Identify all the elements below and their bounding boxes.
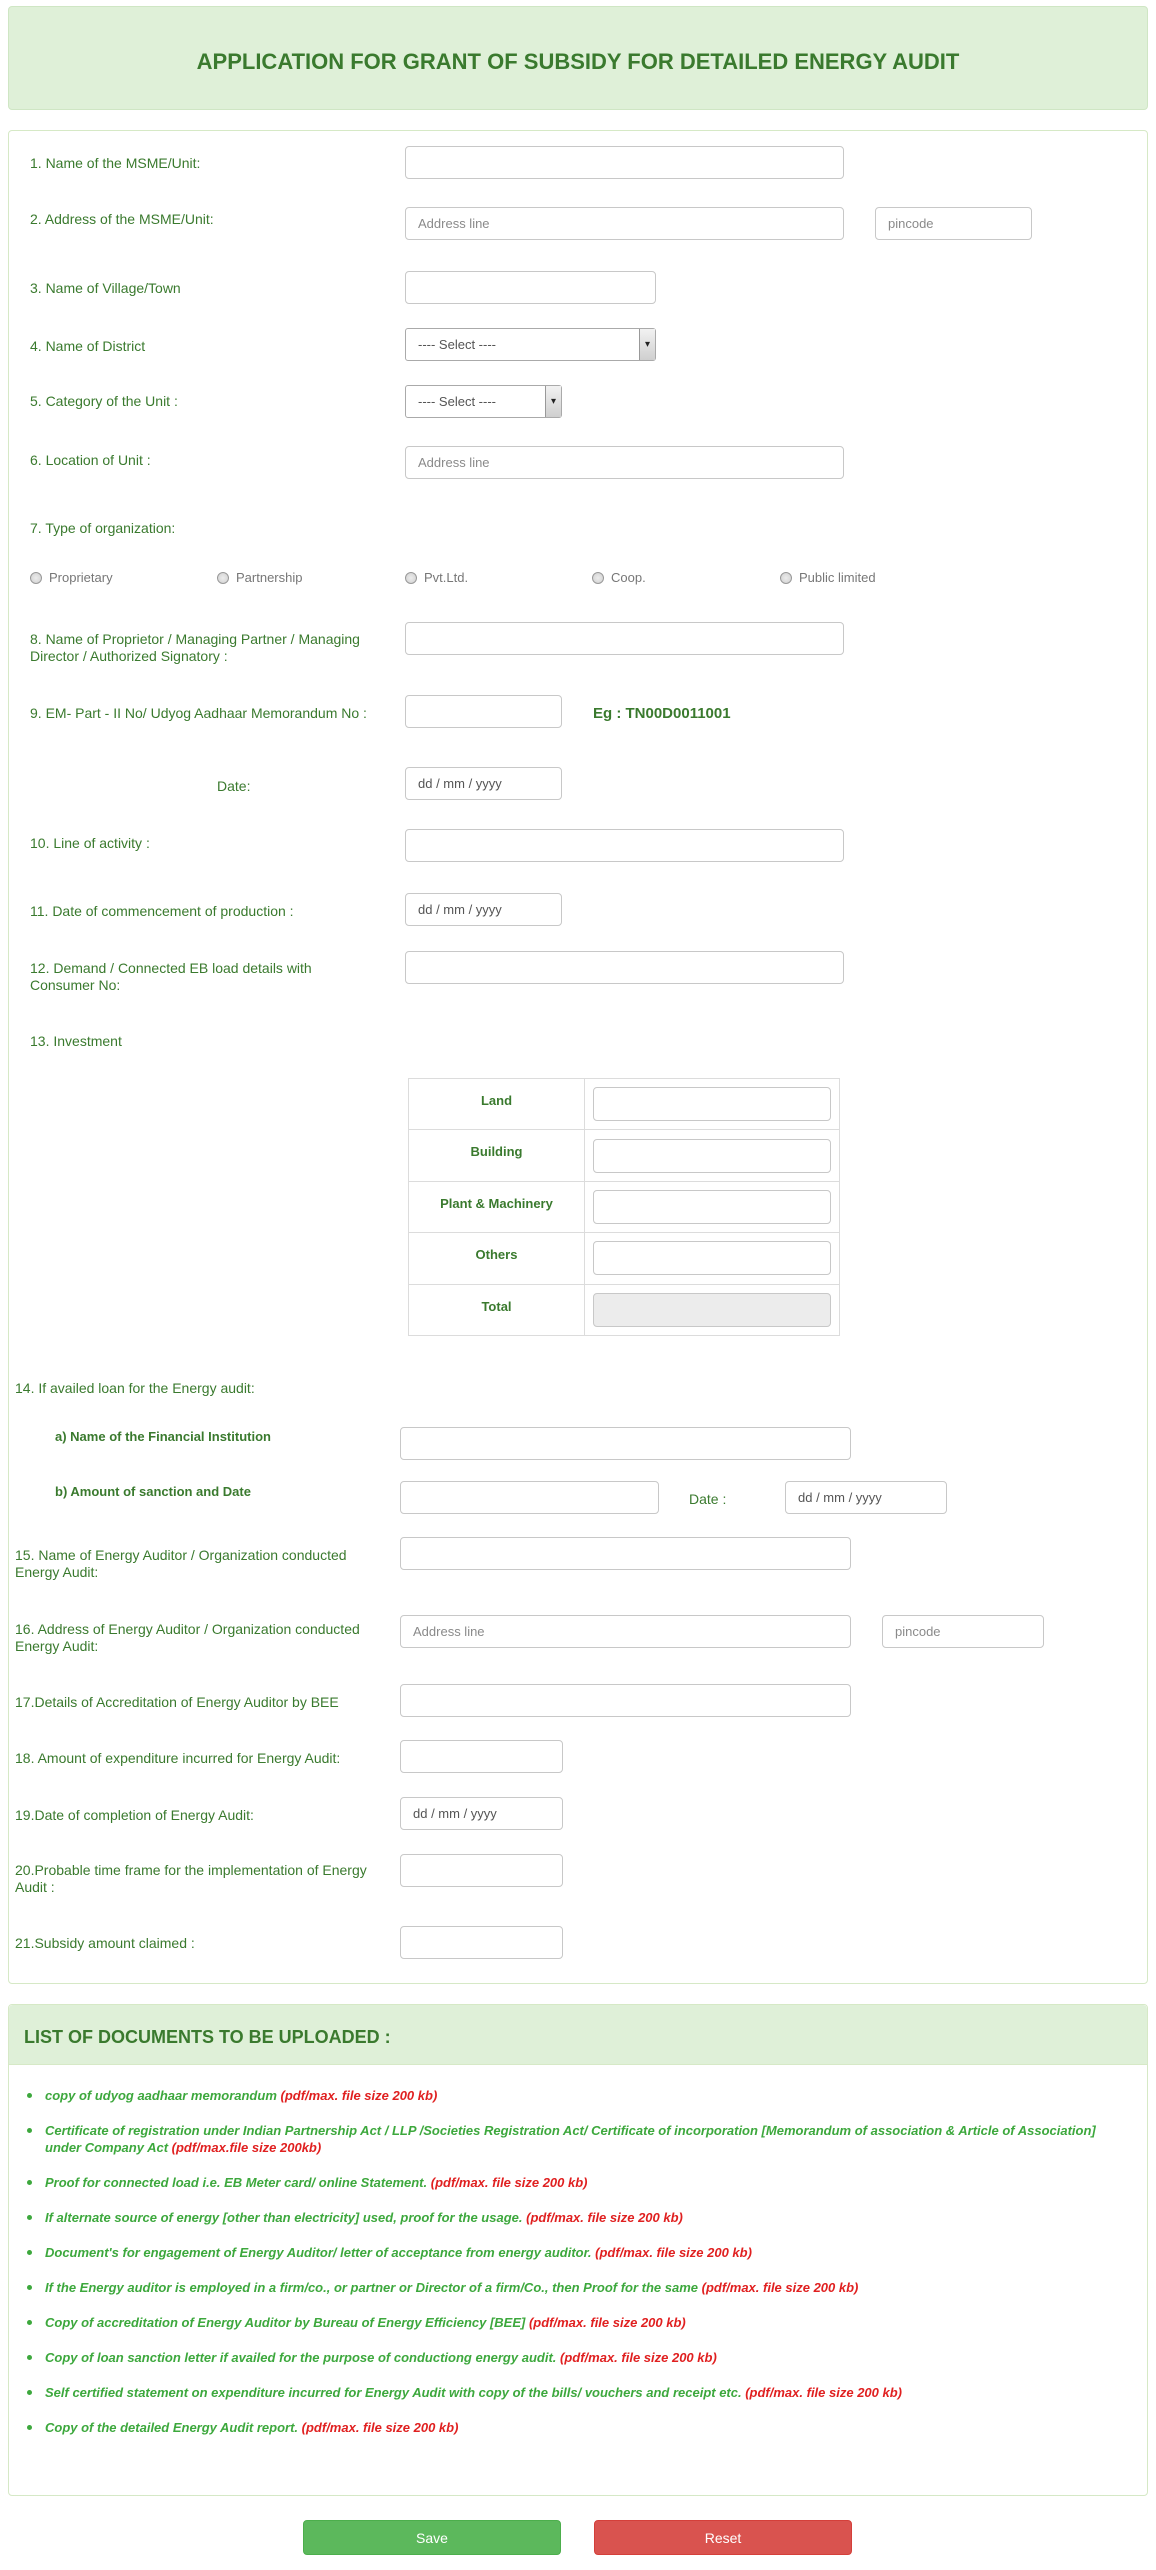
- radio-icon[interactable]: [405, 572, 417, 584]
- document-text: If alternate source of energy [other than electricity] used, proof for the usage.: [45, 2210, 527, 2225]
- file-size-note: (pdf/max. file size 200 kb): [301, 2420, 459, 2435]
- msme-pincode-input[interactable]: pincode: [875, 207, 1032, 240]
- expenditure-input[interactable]: [400, 1740, 563, 1773]
- list-item: [23, 2174, 1127, 2191]
- investment-total-input: [593, 1293, 831, 1327]
- table-row: [409, 1181, 840, 1232]
- commencement-date-input[interactable]: dd / mm / yyyy: [405, 893, 562, 926]
- radio-icon[interactable]: [217, 572, 229, 584]
- udyog-aadhaar-input[interactable]: [405, 695, 562, 728]
- line-of-activity-input[interactable]: [405, 829, 844, 862]
- investment-others-label: Others: [409, 1233, 585, 1284]
- radio-pvt-ltd[interactable]: Pvt.Ltd.: [405, 570, 468, 585]
- file-size-note: (pdf/max. file size 200 kb): [280, 2088, 438, 2103]
- investment-building-input[interactable]: [593, 1139, 831, 1173]
- file-size-note: (pdf/max. file size 200 kb): [745, 2385, 902, 2400]
- document-text: Copy of the detailed Energy Audit report.: [45, 2420, 302, 2435]
- save-button[interactable]: Save: [303, 2520, 561, 2555]
- time-frame-label: 20.Probable time frame for the implementation of Energy Audit :: [15, 1862, 367, 1895]
- investment-land-label: Land: [409, 1079, 585, 1130]
- radio-coop[interactable]: Coop.: [592, 570, 646, 585]
- radio-public-limited[interactable]: Public limited: [780, 570, 876, 585]
- line-of-activity-label: 10. Line of activity :: [30, 835, 150, 851]
- documents-heading: LIST OF DOCUMENTS TO BE UPLOADED :: [24, 2027, 391, 2047]
- financial-institution-input[interactable]: [400, 1427, 851, 1460]
- page-title: APPLICATION FOR GRANT OF SUBSIDY FOR DETAILED ENERGY AUDIT: [196, 49, 960, 74]
- financial-institution-label: a) Name of the Financial Institution: [55, 1429, 271, 1444]
- document-text: Copy of loan sanction letter if availed for the purpose of conductiong energy audit.: [45, 2350, 560, 2365]
- list-item: [23, 2279, 1127, 2296]
- village-town-input[interactable]: [405, 271, 656, 304]
- unit-location-input[interactable]: Address line: [405, 446, 844, 479]
- file-size-note: (pdf/max. file size 200 kb): [595, 2245, 752, 2260]
- village-town-label: 3. Name of Village/Town: [30, 280, 181, 296]
- list-item: [23, 2244, 1127, 2261]
- file-size-note: (pdf/max. file size 200 kb): [430, 2175, 588, 2190]
- investment-land-input[interactable]: [593, 1087, 831, 1121]
- list-item: [23, 2087, 1127, 2104]
- org-type-label: 7. Type of organization:: [30, 520, 176, 536]
- file-size-note: (pdf/max. file size 200 kb): [701, 2280, 859, 2295]
- radio-icon[interactable]: [780, 572, 792, 584]
- msme-address-label: 2. Address of the MSME/Unit:: [30, 211, 214, 227]
- list-item: [23, 2209, 1127, 2226]
- list-item: [23, 2384, 1127, 2401]
- list-item: [23, 2419, 1127, 2436]
- msme-address-input[interactable]: Address line: [405, 207, 844, 240]
- investment-plant-label: Plant & Machinery: [409, 1181, 585, 1232]
- district-select[interactable]: ---- Select ---- ▾: [405, 328, 656, 361]
- completion-date-input[interactable]: dd / mm / yyyy: [400, 1797, 563, 1830]
- energy-auditor-address-input[interactable]: Address line: [400, 1615, 851, 1648]
- document-text: Certificate of registration under Indian Partnership Act / LLP /Societies Registration Act/ Certificate of incorporation [Memorandum of association & Article of Association] under Company Act: [45, 2123, 1096, 2155]
- radio-partnership[interactable]: Partnership: [217, 570, 302, 585]
- unit-location-label: 6. Location of Unit :: [30, 452, 151, 468]
- table-row: [409, 1233, 840, 1284]
- accreditation-label: 17.Details of Accreditation of Energy Auditor by BEE: [15, 1694, 339, 1710]
- investment-label: 13. Investment: [30, 1033, 122, 1049]
- document-text: copy of udyog aadhaar memorandum: [45, 2088, 281, 2103]
- documents-list: [23, 2087, 1127, 2454]
- file-size-note: (pdf/max.file size 200kb): [171, 2140, 322, 2155]
- sanction-date-input[interactable]: dd / mm / yyyy: [785, 1481, 947, 1514]
- sanction-amount-input[interactable]: [400, 1481, 659, 1514]
- investment-table: [408, 1078, 840, 1336]
- udyog-aadhaar-example: Eg : TN00D0011001: [593, 705, 731, 722]
- title-panel: [8, 6, 1148, 110]
- table-row: [409, 1284, 840, 1335]
- udyog-aadhaar-label: 9. EM- Part - II No/ Udyog Aadhaar Memorandum No :: [30, 705, 367, 721]
- time-frame-input[interactable]: [400, 1854, 563, 1887]
- udyog-date-label: Date:: [217, 778, 251, 794]
- energy-auditor-name-label: 15. Name of Energy Auditor / Organization conducted Energy Audit:: [15, 1547, 347, 1580]
- subsidy-claimed-input[interactable]: [400, 1926, 563, 1959]
- proprietor-name-label: 8. Name of Proprietor / Managing Partner / Managing Director / Authorized Signatory :: [30, 631, 360, 664]
- eb-load-label: 12. Demand / Connected EB load details with Consumer No:: [30, 960, 312, 993]
- table-row: [409, 1079, 840, 1130]
- subsidy-claimed-label: 21.Subsidy amount claimed :: [15, 1935, 195, 1951]
- loan-label: 14. If availed loan for the Energy audit:: [15, 1380, 255, 1396]
- completion-date-label: 19.Date of completion of Energy Audit:: [15, 1807, 254, 1823]
- investment-plant-input[interactable]: [593, 1190, 831, 1224]
- investment-others-input[interactable]: [593, 1241, 831, 1275]
- list-item: [23, 2122, 1127, 2156]
- sanction-amount-label: b) Amount of sanction and Date: [55, 1484, 251, 1499]
- document-text: Self certified statement on expenditure incurred for Energy Audit with copy of the bills/ vouchers and receipt etc.: [45, 2385, 746, 2400]
- documents-header: [9, 2005, 1147, 2065]
- proprietor-name-input[interactable]: [405, 622, 844, 655]
- unit-category-label: 5. Category of the Unit :: [30, 393, 178, 409]
- list-item: [23, 2349, 1127, 2366]
- commencement-date-label: 11. Date of commencement of production :: [30, 903, 294, 919]
- list-item: [23, 2314, 1127, 2331]
- radio-icon[interactable]: [30, 572, 42, 584]
- udyog-date-input[interactable]: dd / mm / yyyy: [405, 767, 562, 800]
- document-text: Document's for engagement of Energy Auditor/ letter of acceptance from energy auditor.: [45, 2245, 596, 2260]
- msme-name-input[interactable]: [405, 146, 844, 179]
- energy-auditor-name-input[interactable]: [400, 1537, 851, 1570]
- district-label: 4. Name of District: [30, 338, 146, 354]
- file-size-note: (pdf/max. file size 200 kb): [526, 2210, 683, 2225]
- investment-building-label: Building: [409, 1130, 585, 1181]
- energy-auditor-pincode-input[interactable]: pincode: [882, 1615, 1044, 1648]
- reset-button[interactable]: Reset: [594, 2520, 852, 2555]
- msme-name-label: 1. Name of the MSME/Unit:: [30, 155, 201, 171]
- documents-panel: [8, 2004, 1148, 2496]
- unit-category-select[interactable]: ---- Select ---- ▾: [405, 385, 562, 418]
- radio-proprietary[interactable]: Proprietary: [30, 570, 113, 585]
- energy-auditor-address-label: 16. Address of Energy Auditor / Organization conducted Energy Audit:: [15, 1621, 360, 1654]
- table-row: [409, 1130, 840, 1181]
- expenditure-label: 18. Amount of expenditure incurred for Energy Audit:: [15, 1750, 341, 1766]
- document-text: Copy of accreditation of Energy Auditor by Bureau of Energy Efficiency [BEE]: [45, 2315, 529, 2330]
- file-size-note: (pdf/max. file size 200 kb): [560, 2350, 717, 2365]
- document-text: If the Energy auditor is employed in a firm/co., or partner or Director of a firm/Co., then Proof for the same: [45, 2280, 702, 2295]
- investment-total-label: Total: [409, 1284, 585, 1335]
- dropdown-arrow-icon[interactable]: ▾: [639, 329, 655, 360]
- accreditation-input[interactable]: [400, 1684, 851, 1717]
- eb-load-input[interactable]: [405, 951, 844, 984]
- document-text: Proof for connected load i.e. EB Meter card/ online Statement.: [45, 2175, 431, 2190]
- sanction-date-label: Date :: [689, 1491, 727, 1507]
- dropdown-arrow-icon[interactable]: ▾: [545, 386, 561, 417]
- file-size-note: (pdf/max. file size 200 kb): [528, 2315, 686, 2330]
- radio-icon[interactable]: [592, 572, 604, 584]
